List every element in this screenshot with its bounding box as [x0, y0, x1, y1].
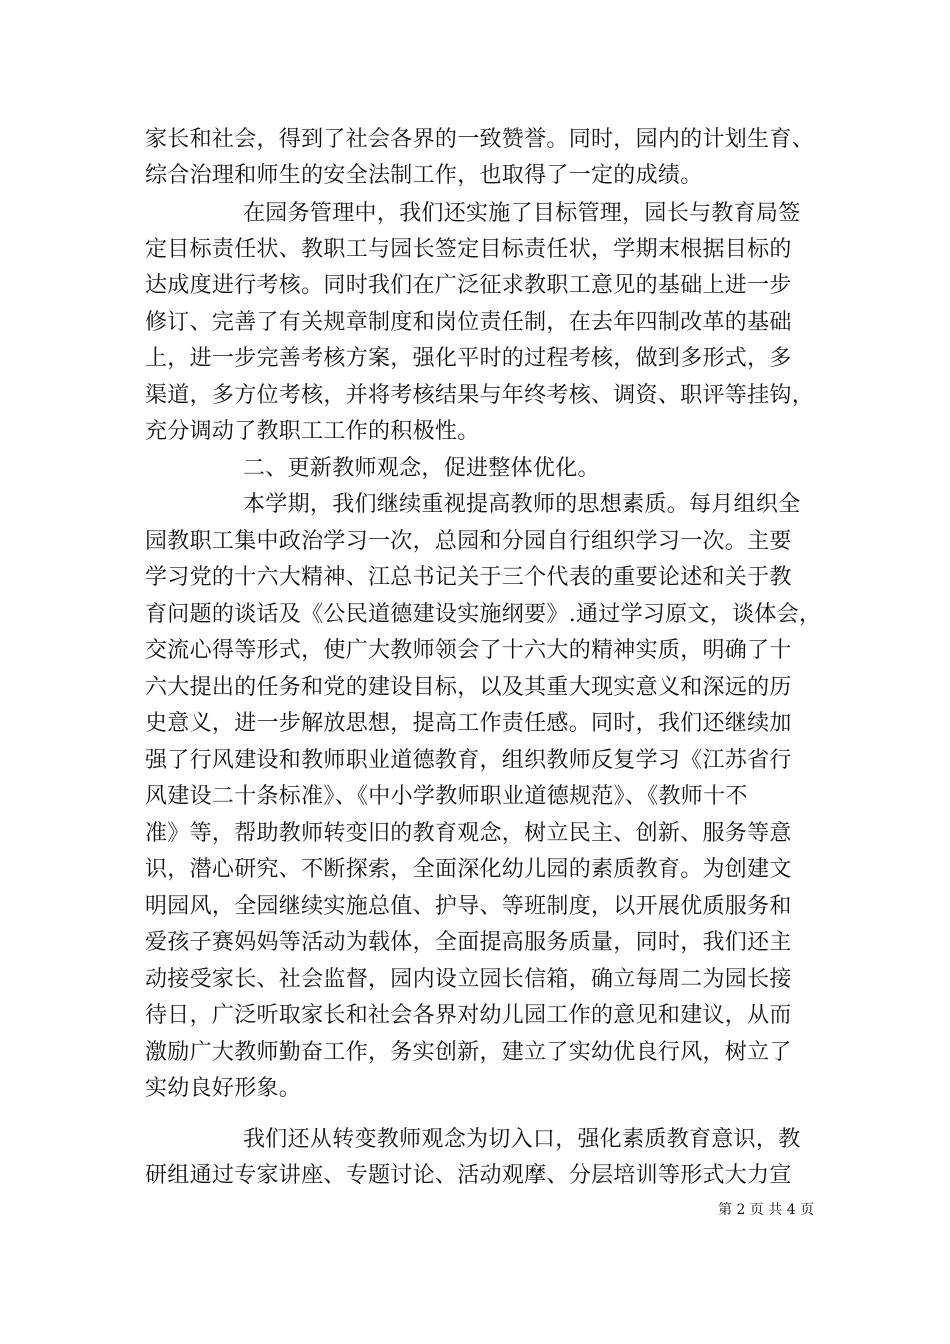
paragraph-first-line: 本学期，我们继续重视提高教师的思想素质。每月组织全 [243, 492, 801, 517]
text-line: 待日，广泛听取家长和社会各界对幼儿园工作的意见和建议，从而 [145, 1003, 792, 1028]
text-line: 研组通过专家讲座、专题讨论、活动观摩、分层培训等形式大力宣 [145, 1163, 792, 1188]
text-line: 实幼良好形象。 [145, 1076, 302, 1101]
text-line: 准》等，帮助教师转变旧的教育观念，树立民主、创新、服务等意 [145, 821, 792, 846]
text-line: 园教职工集中政治学习一次，总园和分园自行组织学习一次。主要 [145, 529, 792, 554]
text-line: 爱孩子赛妈妈等活动为载体，全面提高服务质量，同时，我们还主 [145, 930, 792, 955]
text-line: 渠道，多方位考核，并将考核结果与年终考核、调资、职评等挂钩， [145, 383, 815, 408]
text-line: 育问题的谈话及《公民道德建设实施纲要》.通过学习原文，谈体会， [145, 602, 822, 627]
text-line: 史意义，进一步解放思想，提高工作责任感。同时，我们还继续加 [145, 711, 792, 736]
page-number-footer: 第 2 页 共 4 页 [718, 1202, 815, 1218]
paragraph-first-line: 我们还从转变教师观念为切入口，强化素质教育意识，教 [243, 1127, 801, 1152]
text-line: 交流心得等形式，使广大教师领会了十六大的精神实质，明确了十 [145, 638, 792, 663]
text-line: 识，潜心研究、不断探索，全面深化幼儿园的素质教育。为创建文 [145, 857, 792, 882]
text-line: 激励广大教师勤奋工作，务实创新，建立了实幼优良行风，树立了 [145, 1040, 792, 1065]
text-line: 综合治理和师生的安全法制工作，也取得了一定的成绩。 [145, 163, 703, 188]
text-line: 家长和社会，得到了社会各界的一致赞誉。同时，园内的计划生育、 [145, 127, 815, 152]
text-line: 动接受家长、社会监督，园内设立园长信箱，确立每周二为园长接 [145, 967, 792, 992]
text-line: 学习党的十六大精神、江总书记关于三个代表的重要论述和关于教 [145, 565, 792, 590]
text-line: 六大提出的任务和党的建设目标，以及其重大现实意义和深远的历 [145, 675, 792, 700]
section-heading: 二、更新教师观念，促进整体优化。 [243, 456, 600, 481]
text-line: 定目标责任状、教职工与园长签定目标责任状，学期末根据目标的 [145, 237, 792, 262]
text-line: 风建设二十条标准》、《中小学教师职业道德规范》、《教师十不 [145, 784, 748, 809]
text-line: 修订、完善了有关规章制度和岗位责任制，在去年四制改革的基础 [145, 310, 792, 335]
text-line: 强了行风建设和教师职业道德教育，组织教师反复学习《江苏省行 [145, 748, 792, 773]
text-line: 充分调动了教职工工作的积极性。 [145, 419, 480, 444]
text-line: 明园风，全园继续实施总值、护导、等班制度，以开展优质服务和 [145, 894, 792, 919]
text-line: 达成度进行考核。同时我们在广泛征求教职工意见的基础上进一步 [145, 273, 792, 298]
paragraph-first-line: 在园务管理中，我们还实施了目标管理，园长与教育局签 [243, 201, 801, 226]
text-line: 上，进一步完善考核方案，强化平时的过程考核，做到多形式，多 [145, 346, 792, 371]
